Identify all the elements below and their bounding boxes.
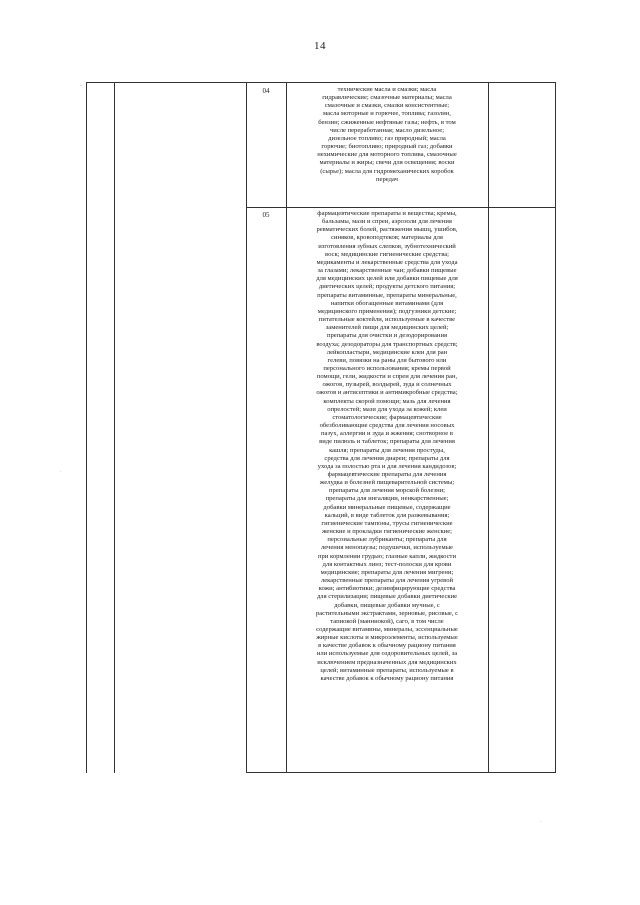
goods-description: фармацевтические препараты и вещества; кремы, бальзамы, мази и спреи, аэрозоли для лечения ревматических болей, растяжения мышц, ушибов, синяков, кровоподтеков; материалы для изготовления зубных слепков, зубнотехнический воск; медицинские гигиенические средства; медикаменты и лекарственные средства для ухода за глазами; лекарственные чаи; добавки пищевые для медицинских целей или добавки пищевые для диетических целей; продукты детского питания; препараты витаминные, препараты минеральные, напитки обогащенные витаминами (для медицинского применения); подгузники детские; питательные коктейли, используемые в качестве заменителей пищи для медицинских целей; препараты для очистки и дезодорирования воздуха; дезодораторы для транспортных средств; лейкопластыри, медицинские клеи для ран гелеви, повязки на раны для бытового или персонального использования; кремы первой помощи, гели, жидкости и спреи для лечения ран, ожогов, пузырей, волдырей, зуда и солнечных ожогов и антисептики и антимикробные средства; комплекты скорой помощи; мазь для лечения опрелостей; мази для ухода за кожей; клеи стоматологические; фармацевтические обезболивающие средства для лечения носовых пазух, аллергии и зуда и жжения; снотворное в виде пилюль и таблеток; препараты для лечения кашля; препараты для лечения простуды, средства для лечения диареи; препараты для ухода за полостью рта и для лечения кандидозов; фармацевтические препараты для лечения желудка и болезней пищеварительной системы; препараты для лечения морской болезни; препараты для ингаляции, ненкарственные; добавки минеральные пищевые, содержащие кальций, в виде таблеток для разжевывания; гигиенические тампоны, трусы гигиенические женские и прокладки гигиенические женские; персональные лубриканты; препараты для лечения менопаузы; подушечки, используемые при кормлении грудью; глазные капли, жидкости для контактных линз; тест-полоски для крови медицинские; препараты для лечения мигрени; лекарственные препараты для лечения угревой кожи; антибиотики; дезинфицирующие средства для стерилизации; пищевые добавки диетические добавки, пищевые добавки мучные, с растительными экстрактами, зерновые, рисовые, с тапиокой (манниокой), саго, в том числе содержащие витамины, минералы, эссенциальные жирные кислоты и микроэлементы, используемые в качестве добавок к обычному рациону питания или используемые для оздоровительных целей, за исключением предназначенных для медицинских целей; витаминные препараты, используемые в качестве добавок к обычному рациону питания (315, 210, 459, 682)
table-border-bottom (246, 772, 555, 773)
table-column-divider (488, 83, 489, 773)
class-number: 05 (262, 211, 270, 219)
table-border-right (555, 83, 556, 773)
page-number: 14 (314, 40, 326, 52)
table-column-divider (246, 83, 247, 773)
row-marker: · (80, 83, 82, 89)
row-divider (246, 207, 555, 208)
goods-classification-table (80, 82, 556, 773)
table-column-divider (114, 83, 115, 773)
goods-description: технические масла и смазки; масла гидравлические; смазочные материалы; масла смазочные и смазки, смазки консистентные; масла моторные и горючее, топлива; газолин, бензин; сжиженные нефтяные газы; нефть, в том числе переработанная; масло дизельное; дизельное топливо; газ природный; масла горючие; биотопливо; природный газ; добавки нехимические для моторного топлива, смазочные материалы и жиры; свечи для освещения; воски (сырье); масла для гидромеханических коробок передач (317, 86, 457, 183)
scan-speck: · (60, 470, 62, 475)
table-border-left (86, 83, 87, 773)
class-number: 04 (262, 87, 270, 95)
scan-speck: · (540, 820, 542, 825)
